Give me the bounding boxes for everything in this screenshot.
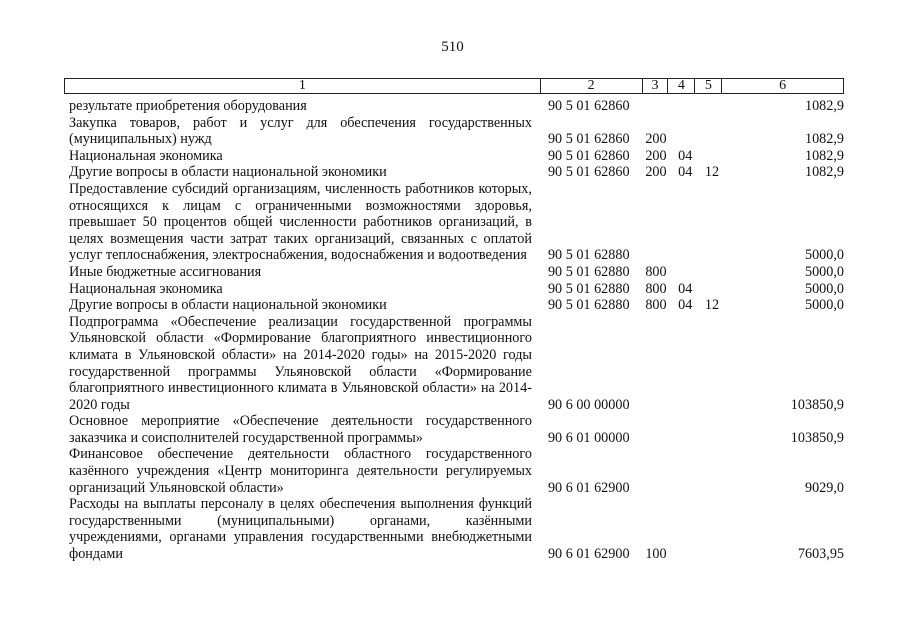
row-target-code: 90 5 01 62860 [547,164,630,181]
table-row [64,181,844,264]
row-section: 04 [678,297,693,314]
row-amount: 5000,0 [804,263,844,280]
row-expense-type: 200 [645,164,667,181]
row-amount: 9029,0 [804,479,844,496]
header-col-4: 4 [668,79,695,93]
row-target-code: 90 5 01 62880 [547,263,630,280]
row-name: Основное мероприятие «Обеспечение деятельности государственного заказчика и соисполнителей государственной программы» [69,413,532,446]
header-col-6: 6 [779,78,787,93]
row-amount: 5000,0 [804,247,844,264]
row-target-code: 90 6 00 00000 [547,396,630,413]
table-row [64,446,844,496]
row-name: Другие вопросы в области национальной экономики [69,297,387,314]
row-target-code: 90 5 01 62880 [547,280,630,297]
row-amount: 1082,9 [804,98,844,114]
row-name: Иные бюджетные ассигнования [69,263,262,280]
row-target-code: 90 5 01 62880 [547,297,630,314]
row-expense-type: 800 [645,297,667,314]
page-number: 510 [441,39,464,55]
table-row [64,115,844,148]
row-amount: 1082,9 [804,147,844,164]
row-name: Финансовое обеспечение деятельности областного государственного казённого учреждения «Центр мониторинга деятельности регулируемых организаций Ульяновской области» [69,446,532,496]
row-expense-type: 800 [645,263,667,280]
row-amount: 5000,0 [804,280,844,297]
row-target-code: 90 5 01 62860 [547,98,630,114]
row-amount: 103850,9 [790,429,844,446]
table-row [64,148,844,165]
row-target-code: 90 6 01 00000 [547,429,630,446]
row-expense-type: 200 [645,131,667,148]
table-row [64,264,844,281]
table-row [64,314,844,414]
table-row [64,98,844,115]
row-amount: 103850,9 [790,396,844,413]
row-section: 04 [678,147,693,164]
row-name: Национальная экономика [69,147,223,164]
row-target-code: 90 5 01 62860 [547,131,630,148]
row-name: Закупка товаров, работ и услуг для обеспечения государственных (муниципальных) нужд [69,114,532,148]
row-section: 04 [678,164,693,181]
row-target-code: 90 6 01 62900 [547,546,630,563]
row-name: Подпрограмма «Обеспечение реализации государственной программы Ульяновской области «Формирование благоприятного инвестиционного климата в Ульяновской области» на 2014-2020 годы» на 2015-2020 годы государственной программы Ульяновской области «Формирование благоприятного инвестиционного климата в Ульяновской области» на 2014-2020 годы [69,313,532,413]
header-col-2: 2 [541,79,643,93]
row-amount: 1082,9 [804,131,844,148]
row-target-code: 90 5 01 62860 [547,147,630,164]
table-row [64,496,844,562]
table-header [64,78,844,94]
row-amount: 7603,95 [797,546,844,563]
header-col-3: 3 [643,79,669,93]
row-target-code: 90 5 01 62880 [547,247,630,264]
table-body [64,98,844,563]
row-subsection: 12 [704,164,720,181]
table-row [64,297,844,314]
row-expense-type: 100 [645,546,667,563]
row-name: Предоставление субсидий организациям, численность работников которых, относящихся к лицам с ограниченными возможностями здоровья, превышает 50 процентов общей численности работников организаций, в целях возмещения части затрат таких организаций, связанных с оплатой услуг теплоснабжения, электроснабжения, водоснабжения и водоотведения [69,180,532,264]
row-name: Расходы на выплаты персоналу в целях обеспечения выполнения функций государственными (муниципальными) органами, казёнными учреждениями, органами управления государственными внебюджетными фондами [69,496,532,563]
row-section: 04 [678,280,693,297]
table-row [64,164,844,181]
row-amount: 1082,9 [804,164,844,181]
header-col-5: 5 [695,79,722,93]
row-amount: 5000,0 [804,297,844,314]
row-name: результате приобретения оборудования [69,98,307,114]
table-row [64,281,844,298]
row-subsection: 12 [704,297,720,314]
row-name: Национальная экономика [69,280,223,297]
row-target-code: 90 6 01 62900 [547,479,630,496]
row-expense-type: 800 [645,280,667,297]
table-row [64,413,844,446]
row-expense-type: 200 [645,147,667,164]
header-col-1: 1 [65,79,541,93]
row-name: Другие вопросы в области национальной экономики [69,164,387,181]
